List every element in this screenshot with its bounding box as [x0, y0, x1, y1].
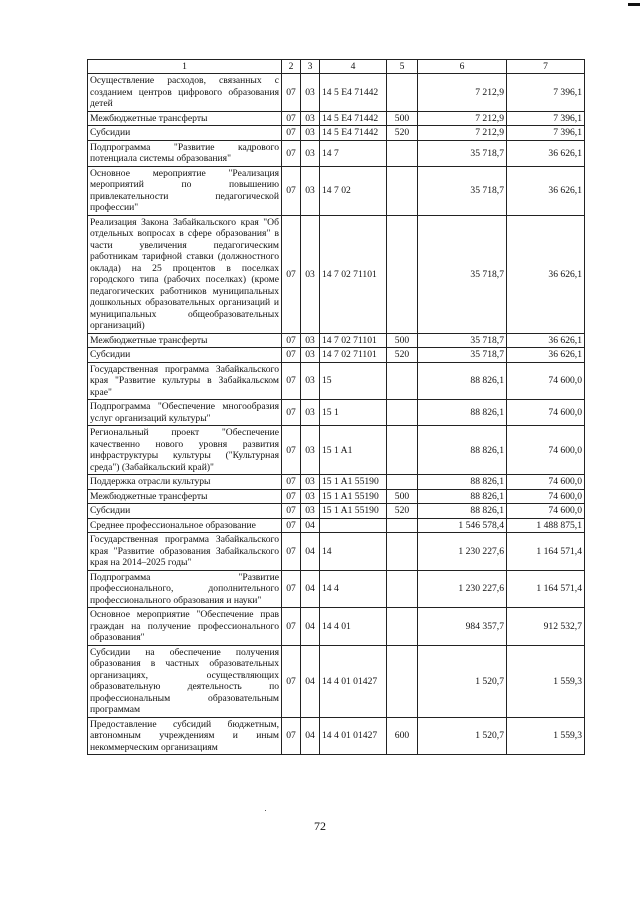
subsection-code: 03 [301, 489, 320, 504]
row-name: Осуществление расходов, связанных с созданием центров цифрового образования детей [88, 74, 282, 112]
subsection-code: 04 [301, 645, 320, 717]
amount-year-1: 88 826,1 [418, 400, 507, 426]
table-row [88, 426, 585, 475]
table-row [88, 489, 585, 504]
target-article-code: 15 1 A1 55190 [320, 489, 387, 504]
table-body [88, 60, 585, 755]
target-article-code: 15 1 A1 55190 [320, 504, 387, 519]
amount-year-1: 35 718,7 [418, 140, 507, 166]
section-code: 07 [282, 533, 301, 571]
row-name: Подпрограмма "Развитие кадрового потенциала системы образования" [88, 140, 282, 166]
subsection-code: 03 [301, 74, 320, 112]
target-article-code [320, 518, 387, 533]
expense-type-code [387, 74, 418, 112]
row-name: Подпрограмма "Развитие профессионального, дополнительного профессионального образования и науки" [88, 570, 282, 608]
expense-type-code [387, 475, 418, 490]
amount-year-2: 7 396,1 [507, 74, 585, 112]
expense-type-code [387, 362, 418, 400]
subsection-code: 03 [301, 475, 320, 490]
section-code: 07 [282, 333, 301, 348]
amount-year-2: 1 559,3 [507, 717, 585, 755]
expense-type-code: 500 [387, 111, 418, 126]
row-name: Основное мероприятие "Реализация мероприятий по повышению привлекательности педагогической профессии" [88, 166, 282, 215]
row-name: Межбюджетные трансферты [88, 111, 282, 126]
header-cell: 5 [387, 60, 418, 74]
target-article-code: 14 4 [320, 570, 387, 608]
expense-type-code [387, 608, 418, 646]
expense-type-code: 520 [387, 348, 418, 363]
amount-year-2: 36 626,1 [507, 140, 585, 166]
expense-type-code [387, 645, 418, 717]
expense-type-code [387, 533, 418, 571]
amount-year-1: 88 826,1 [418, 475, 507, 490]
expense-type-code: 600 [387, 717, 418, 755]
row-name: Поддержка отрасли культуры [88, 475, 282, 490]
subsection-code: 03 [301, 126, 320, 141]
amount-year-1: 1 520,7 [418, 645, 507, 717]
row-name: Субсидии [88, 126, 282, 141]
table-row [88, 111, 585, 126]
table-row [88, 400, 585, 426]
section-code: 07 [282, 111, 301, 126]
subsection-code: 03 [301, 504, 320, 519]
header-cell: 2 [282, 60, 301, 74]
amount-year-1: 35 718,7 [418, 215, 507, 333]
budget-table [87, 59, 585, 755]
target-article-code: 14 7 02 71101 [320, 348, 387, 363]
page-number: 72 [314, 819, 326, 833]
expense-type-code: 520 [387, 504, 418, 519]
table-row [88, 533, 585, 571]
section-code: 07 [282, 126, 301, 141]
target-article-code: 14 5 E4 71442 [320, 111, 387, 126]
section-code: 07 [282, 489, 301, 504]
expense-type-code [387, 215, 418, 333]
table-row [88, 645, 585, 717]
subsection-code: 03 [301, 362, 320, 400]
row-name: Межбюджетные трансферты [88, 489, 282, 504]
row-name: Региональный проект "Обеспечение качественно нового уровня развития инфраструктуры культуры ("Культурная среда") (Забайкальский край)" [88, 426, 282, 475]
amount-year-1: 984 357,7 [418, 608, 507, 646]
expense-type-code [387, 570, 418, 608]
section-code: 07 [282, 608, 301, 646]
section-code: 07 [282, 475, 301, 490]
header-row [88, 60, 585, 74]
row-name: Подпрограмма "Обеспечение многообразия услуг организаций культуры" [88, 400, 282, 426]
subsection-code: 03 [301, 348, 320, 363]
header-cell: 1 [88, 60, 282, 74]
amount-year-1: 35 718,7 [418, 333, 507, 348]
expense-type-code: 520 [387, 126, 418, 141]
table-row [88, 717, 585, 755]
header-cell: 7 [507, 60, 585, 74]
target-article-code: 14 7 02 71101 [320, 333, 387, 348]
section-code: 07 [282, 518, 301, 533]
target-article-code: 14 7 02 71101 [320, 215, 387, 333]
amount-year-1: 7 212,9 [418, 74, 507, 112]
target-article-code: 14 4 01 01427 [320, 717, 387, 755]
target-article-code: 14 7 02 [320, 166, 387, 215]
amount-year-2: 36 626,1 [507, 215, 585, 333]
amount-year-2: 36 626,1 [507, 333, 585, 348]
subsection-code: 03 [301, 111, 320, 126]
subsection-code: 04 [301, 570, 320, 608]
amount-year-2: 36 626,1 [507, 166, 585, 215]
amount-year-1: 35 718,7 [418, 348, 507, 363]
subsection-code: 04 [301, 533, 320, 571]
amount-year-2: 1 488 875,1 [507, 518, 585, 533]
amount-year-1: 1 546 578,4 [418, 518, 507, 533]
amount-year-1: 7 212,9 [418, 126, 507, 141]
section-code: 07 [282, 400, 301, 426]
row-name: Реализация Закона Забайкальского края "Об отдельных вопросах в сфере образования" в части увеличения педагогическим работникам тарифной ставки (должностного оклада) на 25 процентов в поселках городского типа (рабочих поселках) (кроме педагогических работников муниципальных дошкольных образовательных организаций и муниципальных общеобразовательных организаций) [88, 215, 282, 333]
section-code: 07 [282, 426, 301, 475]
amount-year-2: 74 600,0 [507, 400, 585, 426]
amount-year-2: 7 396,1 [507, 126, 585, 141]
header-cell: 3 [301, 60, 320, 74]
target-article-code: 14 [320, 533, 387, 571]
subsection-code: 03 [301, 215, 320, 333]
subsection-code: 03 [301, 166, 320, 215]
table-row [88, 518, 585, 533]
table-row [88, 74, 585, 112]
expense-type-code: 500 [387, 489, 418, 504]
amount-year-2: 74 600,0 [507, 475, 585, 490]
subsection-code: 03 [301, 333, 320, 348]
subsection-code: 03 [301, 400, 320, 426]
target-article-code: 15 1 A1 55190 [320, 475, 387, 490]
row-name: Межбюджетные трансферты [88, 333, 282, 348]
amount-year-1: 1 520,7 [418, 717, 507, 755]
amount-year-2: 74 600,0 [507, 504, 585, 519]
section-code: 07 [282, 717, 301, 755]
row-name: Субсидии [88, 348, 282, 363]
table-row [88, 140, 585, 166]
section-code: 07 [282, 570, 301, 608]
subsection-code: 03 [301, 426, 320, 475]
amount-year-2: 7 396,1 [507, 111, 585, 126]
section-code: 07 [282, 645, 301, 717]
table-row [88, 333, 585, 348]
row-name: Государственная программа Забайкальского края "Развитие образования Забайкальского края на 2014–2025 годы" [88, 533, 282, 571]
amount-year-2: 912 532,7 [507, 608, 585, 646]
row-name: Субсидии [88, 504, 282, 519]
subsection-code: 04 [301, 717, 320, 755]
table-row [88, 608, 585, 646]
amount-year-1: 88 826,1 [418, 426, 507, 475]
scan-dot [265, 810, 266, 811]
target-article-code: 14 4 01 01427 [320, 645, 387, 717]
expense-type-code [387, 426, 418, 475]
header-cell: 6 [418, 60, 507, 74]
table-row [88, 166, 585, 215]
table-row [88, 475, 585, 490]
target-article-code: 14 4 01 [320, 608, 387, 646]
amount-year-2: 74 600,0 [507, 426, 585, 475]
subsection-code: 04 [301, 608, 320, 646]
table-row [88, 362, 585, 400]
row-name: Предоставление субсидий бюджетным, автономным учреждениям и иным некоммерческим организациям [88, 717, 282, 755]
target-article-code: 15 1 [320, 400, 387, 426]
amount-year-2: 1 164 571,4 [507, 570, 585, 608]
scan-edge-mark [628, 3, 640, 6]
target-article-code: 15 1 A1 [320, 426, 387, 475]
table-row [88, 504, 585, 519]
amount-year-1: 88 826,1 [418, 489, 507, 504]
section-code: 07 [282, 74, 301, 112]
amount-year-1: 1 230 227,6 [418, 570, 507, 608]
subsection-code: 04 [301, 518, 320, 533]
expense-type-code [387, 140, 418, 166]
amount-year-1: 1 230 227,6 [418, 533, 507, 571]
amount-year-1: 88 826,1 [418, 362, 507, 400]
amount-year-1: 7 212,9 [418, 111, 507, 126]
row-name: Государственная программа Забайкальского края "Развитие культуры в Забайкальском крае" [88, 362, 282, 400]
header-cell: 4 [320, 60, 387, 74]
row-name: Субсидии на обеспечение получения образования в частных образовательных организациях, осуществляющих образовательную деятельность по профессиональным образовательным программам [88, 645, 282, 717]
amount-year-2: 1 559,3 [507, 645, 585, 717]
table-row [88, 215, 585, 333]
target-article-code: 14 5 E4 71442 [320, 126, 387, 141]
target-article-code: 14 5 E4 71442 [320, 74, 387, 112]
expense-type-code [387, 166, 418, 215]
table-row [88, 570, 585, 608]
amount-year-2: 74 600,0 [507, 362, 585, 400]
section-code: 07 [282, 362, 301, 400]
section-code: 07 [282, 215, 301, 333]
row-name: Среднее профессиональное образование [88, 518, 282, 533]
section-code: 07 [282, 140, 301, 166]
target-article-code: 14 7 [320, 140, 387, 166]
row-name: Основное мероприятие "Обеспечение прав граждан на получение профессионального образования" [88, 608, 282, 646]
subsection-code: 03 [301, 140, 320, 166]
expense-type-code: 500 [387, 333, 418, 348]
section-code: 07 [282, 166, 301, 215]
expense-type-code [387, 518, 418, 533]
table-row [88, 348, 585, 363]
amount-year-2: 1 164 571,4 [507, 533, 585, 571]
amount-year-2: 36 626,1 [507, 348, 585, 363]
table-row [88, 126, 585, 141]
section-code: 07 [282, 348, 301, 363]
amount-year-2: 74 600,0 [507, 489, 585, 504]
amount-year-1: 35 718,7 [418, 166, 507, 215]
amount-year-1: 88 826,1 [418, 504, 507, 519]
expense-type-code [387, 400, 418, 426]
section-code: 07 [282, 504, 301, 519]
target-article-code: 15 [320, 362, 387, 400]
